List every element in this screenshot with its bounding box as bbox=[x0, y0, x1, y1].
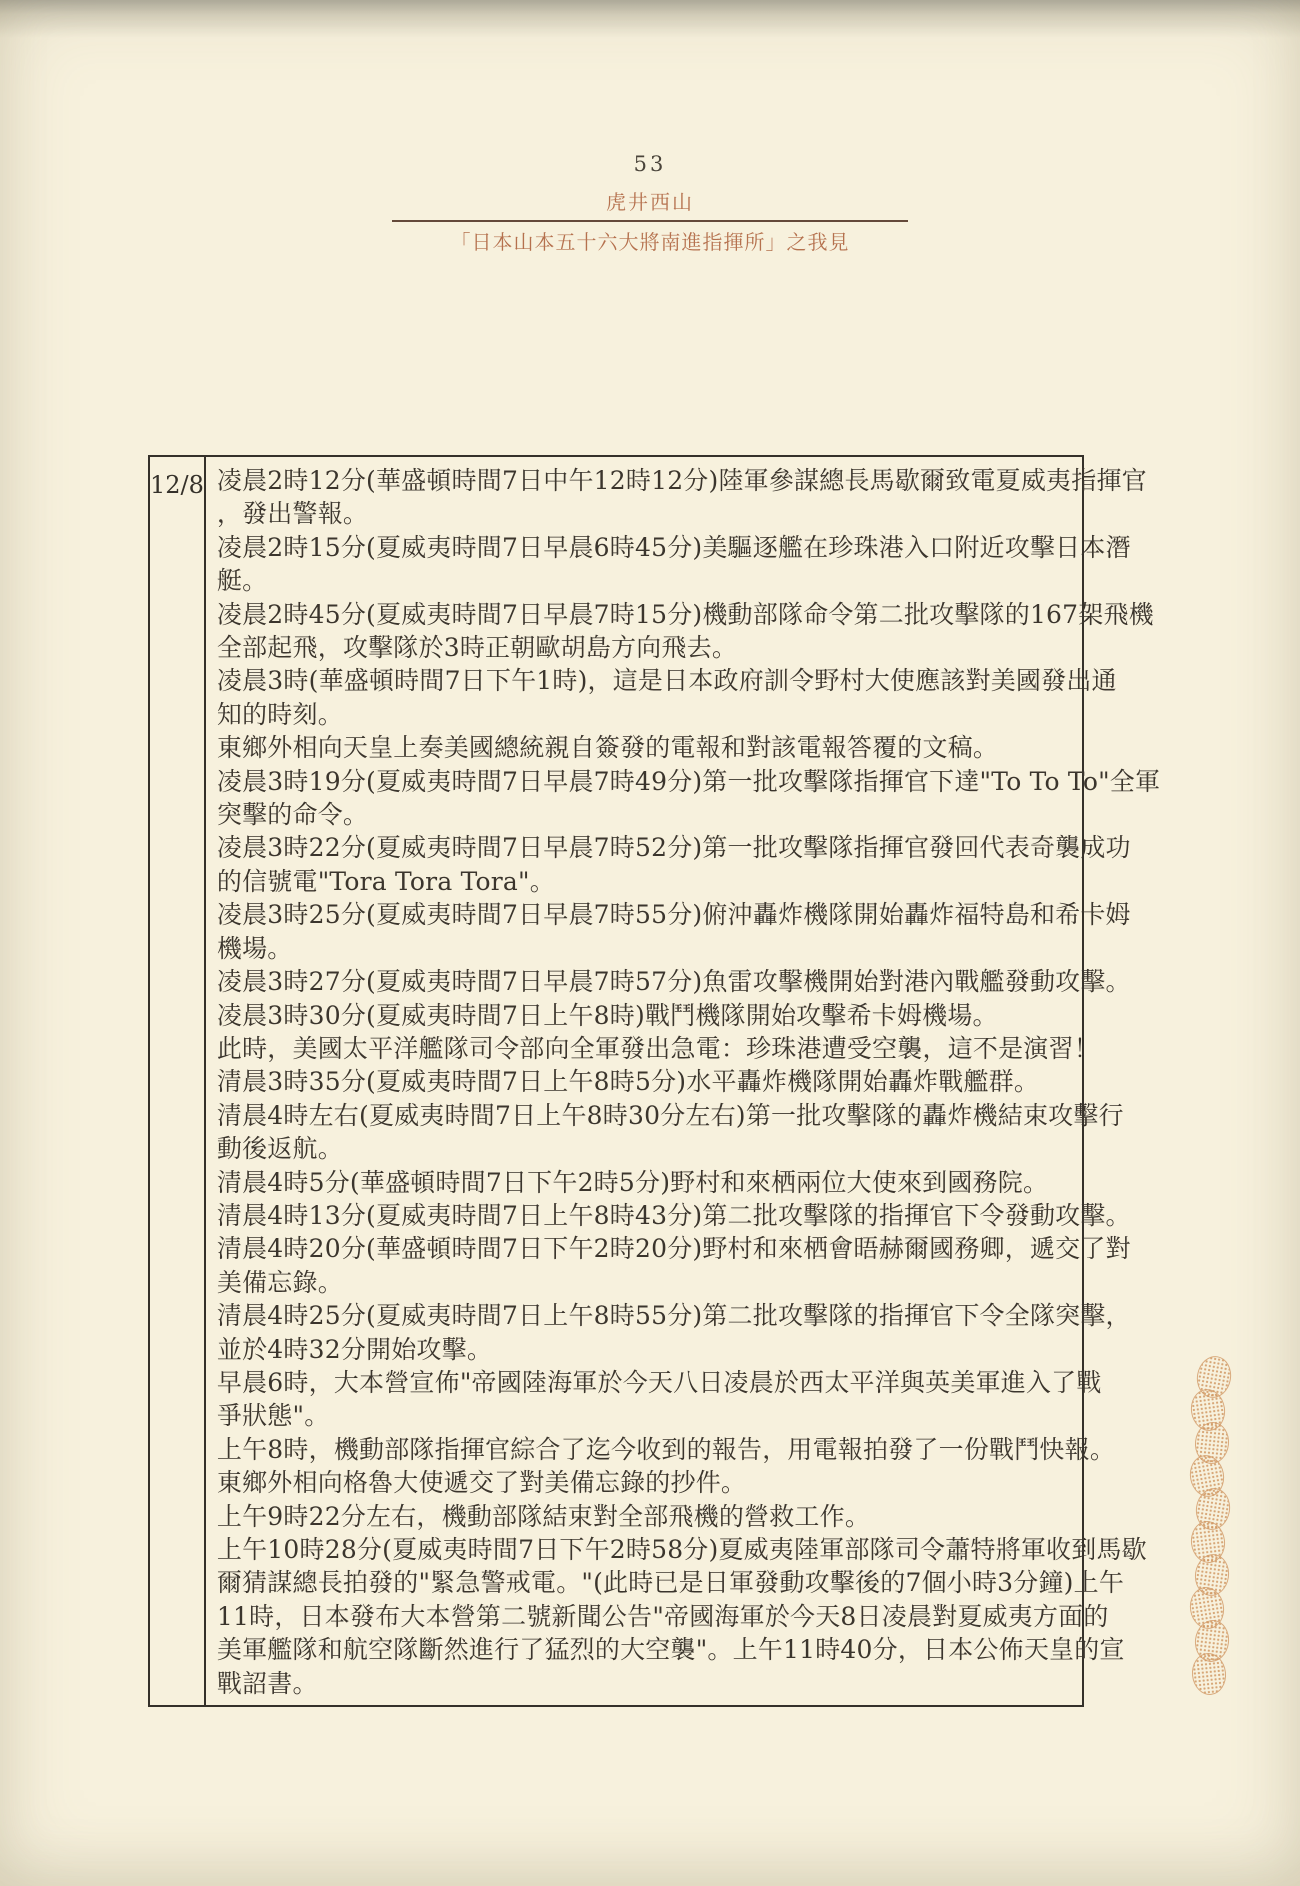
timeline-text-line: 凌晨2時15分(夏威夷時間7日早晨6時45分)美驅逐艦在珍珠港入口附近攻擊日本潛 bbox=[216, 532, 1131, 562]
timeline-text-line: 知的時刻。 bbox=[216, 699, 343, 729]
timeline-text-line: 動後返航。 bbox=[216, 1134, 343, 1164]
date-cell: 12/8 bbox=[150, 457, 206, 1705]
timeline-text-line: 東鄉外相向天皇上奏美國總統親自簽發的電報和對該電報答覆的文稿。 bbox=[216, 733, 999, 763]
timeline-text-cell bbox=[206, 457, 1170, 1705]
timeline-text-line: 美軍艦隊和航空隊斷然進行了猛烈的大空襲"。上午11時40分，日本公佈天皇的宣 bbox=[216, 1635, 1125, 1665]
timeline-text-line: 凌晨3時30分(夏威夷時間7日上午8時)戰鬥機隊開始攻擊希卡姆機場。 bbox=[216, 1000, 998, 1030]
timeline-text-line: 清晨4時25分(夏威夷時間7日上午8時55分)第二批攻擊隊的指揮官下令全隊突擊， bbox=[216, 1301, 1131, 1331]
timeline-text-line: 上午9時22分左右，機動部隊結束對全部飛機的營救工作。 bbox=[216, 1501, 871, 1531]
stamp-ornament bbox=[1194, 1353, 1235, 1400]
page-number: 53 bbox=[633, 152, 667, 176]
timeline-text-line: 此時，美國太平洋艦隊司令部向全軍發出急電：珍珠港遭受空襲，這不是演習！ bbox=[216, 1033, 1099, 1063]
timeline-text-line: 爾猜謀總長拍發的"緊急警戒電。"(此時已是日軍發動攻擊後的7個小時3分鐘)上午 bbox=[216, 1568, 1125, 1598]
timeline-text-line: 凌晨3時27分(夏威夷時間7日早晨7時57分)魚雷攻擊機開始對港內戰艦發動攻擊。 bbox=[216, 967, 1131, 997]
timeline-text-line: 突擊的命令。 bbox=[216, 800, 369, 830]
timeline-text-line: 戰詔書。 bbox=[216, 1668, 318, 1698]
timeline-text-line: 凌晨3時19分(夏威夷時間7日早晨7時49分)第一批攻擊隊指揮官下達"To To To"全軍 bbox=[216, 766, 1161, 796]
stamp-ornament bbox=[1192, 1552, 1232, 1598]
timeline-text-line: 清晨4時5分(華盛頓時間7日下午2時5分)野村和來栖兩位大使來到國務院。 bbox=[216, 1167, 1049, 1197]
timeline-text-line: 全部起飛，攻擊隊於3時正朝歐胡島方向飛去。 bbox=[216, 633, 738, 663]
timeline-text-line: 凌晨2時45分(夏威夷時間7日早晨7時15分)機動部隊命令第二批攻擊隊的167架飛機 bbox=[216, 599, 1154, 629]
timeline-text-line: 早晨6時，大本營宣佈"帝國陸海軍於今天八日凌晨於西太平洋與英美軍進入了戰 bbox=[216, 1367, 1102, 1397]
timeline-text-line: 上午8時，機動部隊指揮官綜合了迄今收到的報告，用電報拍發了一份戰鬥快報。 bbox=[216, 1434, 1116, 1464]
header-rule bbox=[392, 220, 908, 222]
timeline-text-line: 清晨3時35分(夏威夷時間7日上午8時5分)水平轟炸機隊開始轟炸戰艦群。 bbox=[216, 1067, 1040, 1097]
timeline-text-line: 機場。 bbox=[216, 933, 293, 963]
timeline-text-line: 上午10時28分(夏威夷時間7日下午2時58分)夏威夷陸軍部隊司令蕭特將軍收到馬歇 bbox=[216, 1535, 1147, 1564]
stamp-ornament bbox=[1193, 1486, 1233, 1533]
timeline-text-line: 並於4時32分開始攻擊。 bbox=[216, 1334, 493, 1364]
page-title: 「日本山本五十六大將南進指揮所」之我見 bbox=[450, 230, 850, 254]
timeline-text-line: 11時，日本發布大本營第二號新聞公告"帝國海軍於今天8日凌晨對夏威夷方面的 bbox=[216, 1601, 1109, 1631]
timeline-text-line: 清晨4時20分(華盛頓時間7日下午2時20分)野村和來栖會晤赫爾國務卿，遞交了對 bbox=[216, 1234, 1131, 1264]
scan-edge-shadow bbox=[0, 0, 1300, 38]
stamp-ornament bbox=[1187, 1585, 1227, 1632]
timeline-text-line: ，發出警報。 bbox=[216, 499, 369, 529]
timeline-table bbox=[148, 455, 1161, 1707]
stamp-ornament bbox=[1193, 1420, 1231, 1465]
page-header bbox=[0, 186, 1300, 255]
stamp-ornament bbox=[1189, 1519, 1228, 1565]
timeline-text-line: 凌晨2時12分(華盛頓時間7日中午12時12分)陸軍參謀總長馬歇爾致電夏威夷指揮官 bbox=[216, 466, 1147, 495]
timeline-text-line: 美備忘錄。 bbox=[216, 1267, 343, 1297]
stamp-ornament bbox=[1190, 1651, 1228, 1696]
stamp-ornament bbox=[1187, 1452, 1228, 1499]
timeline-text-line: 清晨4時左右(夏威夷時間7日上午8時30分左右)第一批攻擊隊的轟炸機結束攻擊行 bbox=[216, 1100, 1124, 1130]
stamp-chain-ornament bbox=[1183, 1356, 1243, 1756]
timeline-text-line: 凌晨3時(華盛頓時間7日下午1時)，這是日本政府訓令野村大使應該對美國發出通 bbox=[216, 666, 1117, 696]
timeline-text-line: 凌晨3時25分(夏威夷時間7日早晨7時55分)俯沖轟炸機隊開始轟炸福特島和希卡姆 bbox=[216, 900, 1131, 930]
timeline-text-line: 清晨4時13分(夏威夷時間7日上午8時43分)第二批攻擊隊的指揮官下令發動攻擊。 bbox=[216, 1200, 1131, 1230]
timeline-text-line: 爭狀態"。 bbox=[216, 1401, 330, 1431]
timeline-text-line: 凌晨3時22分(夏威夷時間7日早晨7時52分)第一批攻擊隊指揮官發回代表奇襲成功 bbox=[216, 833, 1131, 863]
timeline-text-line: 艇。 bbox=[216, 566, 268, 596]
stamp-ornament bbox=[1188, 1387, 1228, 1433]
timeline-text-line: 的信號電"Tora Tora Tora"。 bbox=[216, 866, 555, 896]
timeline-text-line: 東鄉外相向格魯大使遞交了對美備忘錄的抄件。 bbox=[216, 1468, 747, 1498]
author-name: 虎井西山 bbox=[606, 190, 694, 214]
stamp-ornament bbox=[1193, 1618, 1232, 1664]
